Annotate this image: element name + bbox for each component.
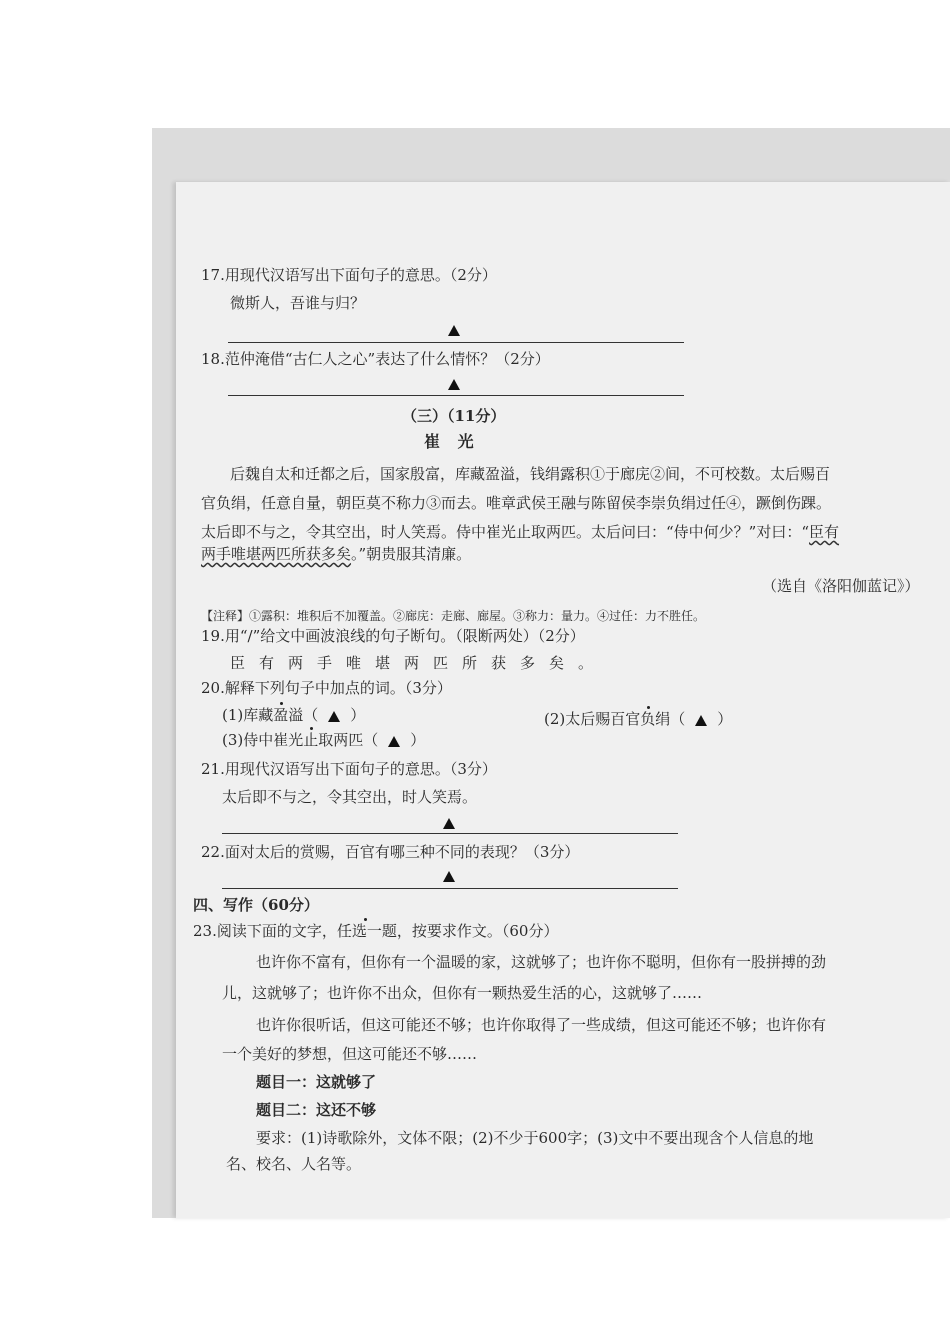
passage-line-3: 太后即不与之，令其空出，时人笑焉。侍中崔光止取两匹。太后问曰：“侍中何少？”对曰：“臣有 [201,523,840,541]
q21-prompt: 21.用现代汉语写出下面句子的意思。（3分） [201,760,497,778]
passage-line-2: 官负绢，任意自量，朝臣莫不称力③而去。唯章武侯王融与陈留侯李崇负绢过任④，蹶倒伤踝。 [201,494,832,512]
q21-answer-line[interactable] [222,833,678,834]
answer-triangle-icon [443,818,455,829]
passage-line-1: 后魏自太和迁都之后，国家殷富，库藏盈溢，钱绢露积①于廊庑②间，不可校数。太后赐百 [230,465,831,483]
answer-triangle-icon [448,325,460,336]
q22-prompt: 22.面对太后的赏赐，百官有哪三种不同的表现？（3分） [201,843,580,861]
q22-answer-line[interactable] [222,888,678,889]
dotted-phrase: 任选一题 [336,922,397,940]
q19-prompt: 19.用“/”给文中画波浪线的句子断句。（限断两处）（2分） [201,627,585,645]
answer-triangle-icon [443,871,455,882]
q20-item-2: (2)太后赐百官负绢（ ） [544,710,733,728]
q20-item-1: (1)库藏盈溢（ ） [222,706,366,724]
q23-para1-line2: 儿，这就够了；也许你不出众，但你有一颗热爱生活的心，这就够了…… [222,984,703,1002]
answer-triangle-icon[interactable] [328,711,340,722]
q19-sentence: 臣有两手唯堪两匹所获多矣。 [230,654,608,672]
q17-prompt: 17.用现代汉语写出下面句子的意思。（2分） [201,266,497,284]
answer-triangle-icon [448,379,460,390]
q23-topic-1: 题目一：这就够了 [256,1073,377,1091]
q23-para1-line1: 也许你不富有，但你有一个温暖的家，这就够了；也许你不聪明，但你有一股拼搏的劲 [256,953,827,971]
q20-prompt: 20.解释下列句子中加点的词。（3分） [201,679,452,697]
q23-para2-line2: 一个美好的梦想，但这可能还不够…… [222,1045,478,1063]
dotted-word: 盈 [273,706,289,724]
q23-requirements-line1: 要求：(1)诗歌除外，文体不限；(2)不少于600字；(3)文中不要出现含个人信息的地 [256,1129,814,1147]
dotted-word: 止 [303,731,319,749]
answer-triangle-icon[interactable] [695,715,707,726]
passage-title: 崔 光 [424,432,480,451]
q23-requirements-line2: 名、校名、人名等。 [226,1155,362,1173]
q18-prompt: 18.范仲淹借“古仁人之心”表达了什么情怀？（2分） [201,350,550,368]
q23-topic-2: 题目二：这还不够 [256,1101,377,1119]
q17-answer-line[interactable] [228,342,684,343]
dotted-word: 负 [640,710,656,728]
q23-para2-line1: 也许你很听话，但这可能还不够；也许你取得了一些成绩，但这可能还不够；也许你有 [256,1016,827,1034]
passage-line-4: 两手唯堪两匹所获多矣。”朝贵服其清廉。 [201,545,472,563]
q18-answer-line[interactable] [228,395,684,396]
answer-triangle-icon[interactable] [388,736,400,747]
passage-notes: 【注释】①露积：堆积后不加覆盖。②廊庑：走廊、廊屋。③称力：量力。④过任：力不胜任。 [201,609,706,623]
wavy-underline-text: 两手唯堪两匹所获多矣 [201,545,352,563]
passage-source: （选自《洛阳伽蓝记》） [762,577,920,595]
section4-heading: 四、写作（60分） [193,896,319,914]
section3-heading: （三）（11分） [402,407,506,425]
q17-sentence: 微斯人，吾谁与归？ [230,294,366,312]
q23-prompt: 23.阅读下面的文字，任选一题，按要求作文。（60分） [193,922,559,940]
q21-sentence: 太后即不与之，令其空出，时人笑焉。 [222,788,478,806]
q20-item-3: (3)侍中崔光止取两匹（ ） [222,731,426,749]
wavy-underline-text: 臣有 [809,523,840,541]
